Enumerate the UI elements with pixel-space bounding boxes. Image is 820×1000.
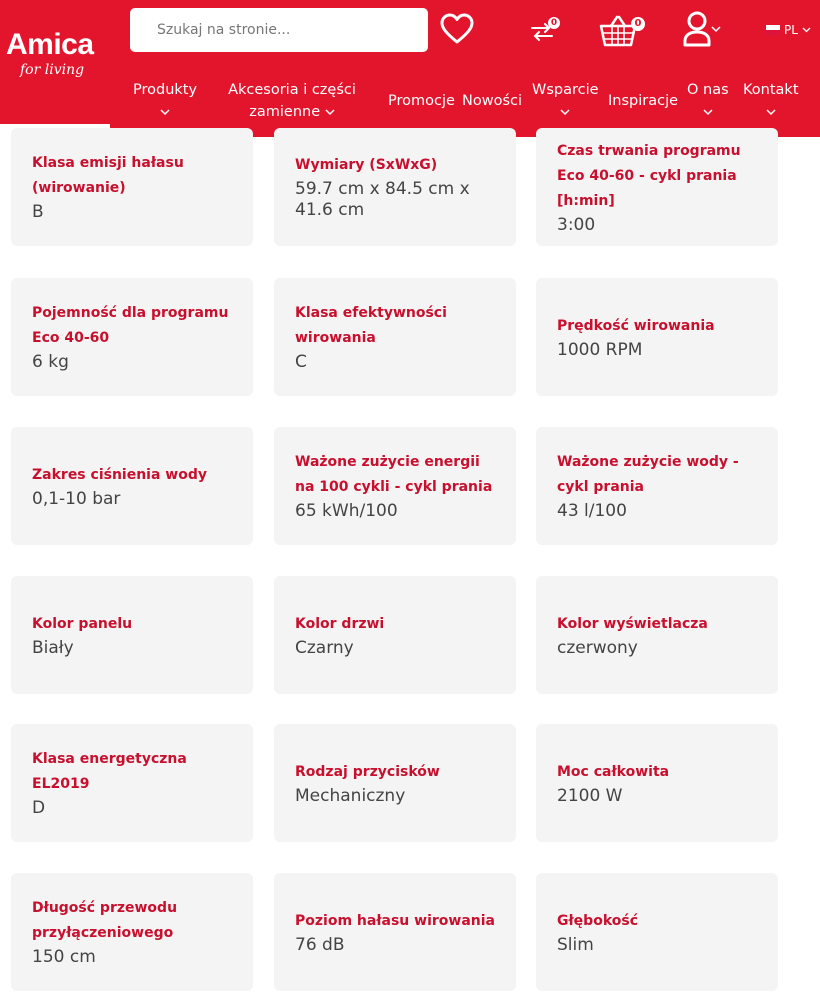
brand-logo[interactable] <box>0 0 110 124</box>
heart-icon[interactable] <box>440 13 474 45</box>
spec-label: Długość przewodu przyłączeniowego <box>32 900 178 941</box>
chevron-down-icon <box>532 101 599 123</box>
nav-label: Promocje <box>388 93 455 109</box>
spec-label: Klasa emisji hałasu (wirowanie) <box>32 155 184 196</box>
spec-card <box>536 576 778 694</box>
spec-value: Biały <box>32 637 74 658</box>
spec-label: Klasa energetyczna EL2019 <box>32 751 187 792</box>
spec-value: 2100 W <box>557 785 623 806</box>
cart-count-badge: 0 <box>631 17 645 31</box>
spec-card <box>11 427 253 545</box>
spec-label: Rodzaj przycisków <box>295 763 440 780</box>
spec-card <box>11 724 253 842</box>
spec-card <box>536 873 778 991</box>
nav-item-promocje[interactable] <box>388 90 455 112</box>
spec-card <box>11 278 253 396</box>
spec-value: 59.7 cm x 84.5 cm x 41.6 cm <box>295 179 470 220</box>
brand-name: Amica <box>6 28 94 61</box>
nav-label: Nowości <box>462 93 523 109</box>
spec-value: D <box>32 798 46 818</box>
chevron-down-icon <box>743 101 799 123</box>
spec-card <box>11 128 253 246</box>
language-code: PL <box>784 23 798 37</box>
spec-label: Ważone zużycie energii na 100 cykli - cykl prania <box>295 454 493 495</box>
spec-card <box>274 724 516 842</box>
search-input[interactable] <box>130 8 428 52</box>
spec-label: Moc całkowita <box>557 763 670 780</box>
spec-value: 0,1-10 bar <box>32 488 121 509</box>
chevron-down-icon <box>325 104 335 120</box>
spec-value: Slim <box>557 934 594 955</box>
nav-label: Produkty <box>133 82 198 98</box>
spec-label: Kolor wyświetlacza <box>557 615 708 632</box>
spec-card <box>274 576 516 694</box>
brand-tagline: for living <box>20 62 85 78</box>
spec-card <box>11 873 253 991</box>
chevron-down-icon <box>802 27 811 33</box>
spec-label: Zakres ciśnienia wody <box>32 466 207 483</box>
spec-label: Pojemność dla programu Eco 40-60 <box>32 305 229 346</box>
spec-value: C <box>295 352 307 372</box>
spec-label: Prędkość wirowania <box>557 317 715 334</box>
spec-value: czerwony <box>557 637 638 658</box>
spec-card <box>536 427 778 545</box>
spec-value: B <box>32 202 44 222</box>
spec-value: Czarny <box>295 637 354 658</box>
nav-item-wsparcie[interactable] <box>532 79 599 123</box>
nav-item-kontakt[interactable] <box>743 79 799 123</box>
spec-card <box>274 873 516 991</box>
chevron-down-icon <box>133 101 197 123</box>
chevron-down-icon <box>687 101 729 123</box>
spec-card <box>274 427 516 545</box>
nav-label: Kontakt <box>743 82 799 98</box>
nav-item-nowosci[interactable] <box>462 90 522 112</box>
chevron-down-icon <box>711 26 721 33</box>
poland-flag-icon <box>766 25 780 35</box>
nav-label: Akcesoria i części zamienne <box>228 82 356 120</box>
nav-item-o-nas[interactable] <box>687 79 729 123</box>
spec-label: Poziom hałasu wirowania <box>295 912 495 929</box>
nav-label: Wsparcie <box>532 82 599 98</box>
spec-card <box>536 278 778 396</box>
spec-card <box>536 724 778 842</box>
user-icon <box>683 11 713 47</box>
spec-value: 76 dB <box>295 934 345 955</box>
spec-label: Głębokość <box>557 912 639 929</box>
spec-value: 43 l/100 <box>557 501 627 521</box>
spec-value: 150 cm <box>32 947 96 967</box>
spec-value: 3:00 <box>557 214 596 235</box>
spec-label: Kolor drzwi <box>295 615 385 632</box>
nav-item-inspiracje[interactable] <box>608 90 678 112</box>
spec-card <box>536 128 778 246</box>
spec-card <box>274 128 516 246</box>
spec-value: 6 kg <box>32 352 69 372</box>
language-selector[interactable] <box>766 22 811 38</box>
spec-label: Ważone zużycie wody - cykl prania <box>557 454 739 495</box>
spec-value: 1000 RPM <box>557 339 643 360</box>
spec-label: Czas trwania programu Eco 40-60 - cykl prania [h:min] <box>557 142 741 209</box>
spec-value: 65 kWh/100 <box>295 501 398 521</box>
spec-label: Klasa efektywności wirowania <box>295 305 447 346</box>
nav-label: Inspiracje <box>608 93 679 109</box>
spec-card <box>274 278 516 396</box>
nav-item-akcesoria[interactable] <box>228 79 356 123</box>
spec-value: Mechaniczny <box>295 785 406 806</box>
nav-item-produkty[interactable] <box>133 79 197 123</box>
compare-count-badge: 0 <box>548 17 560 29</box>
spec-card <box>11 576 253 694</box>
spec-label: Kolor panelu <box>32 615 133 632</box>
spec-label: Wymiary (SxWxG) <box>295 157 438 173</box>
nav-label: O nas <box>687 82 729 98</box>
